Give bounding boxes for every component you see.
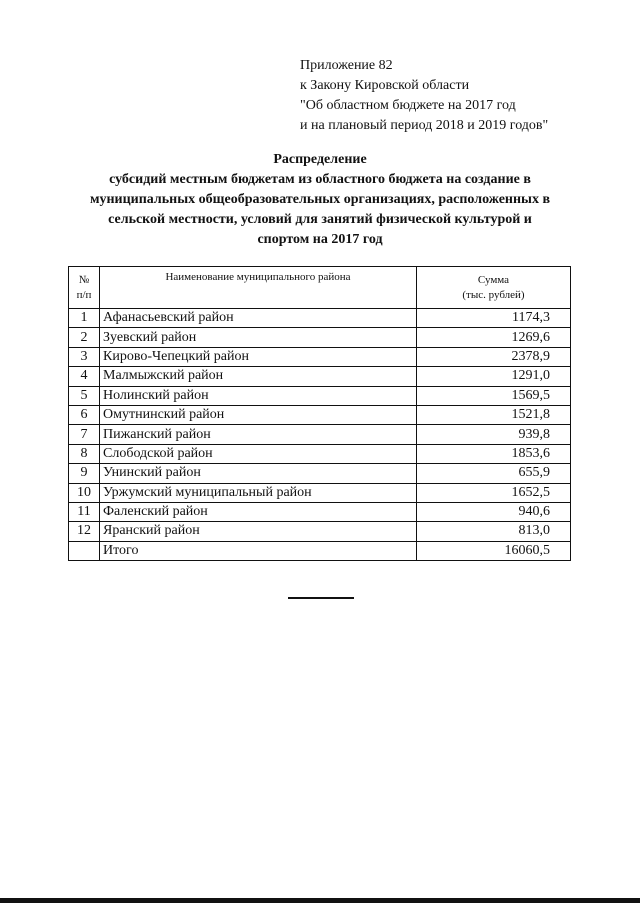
total-sum: 16060,5 (417, 541, 571, 560)
appendix-line: Приложение 82 (300, 58, 393, 73)
table-row (69, 386, 571, 405)
row-number: 9 (69, 464, 100, 483)
row-sum: 939,8 (417, 425, 571, 444)
row-name: Афанасьевский район (100, 309, 417, 328)
appendix-line: и на плановый период 2018 и 2019 годов" (300, 118, 549, 133)
row-number: 4 (69, 367, 100, 386)
table-row (69, 405, 571, 424)
table-row (69, 347, 571, 366)
table-row (69, 328, 571, 347)
title-line: муниципальных общеобразовательных организациях, расположенных в (89, 192, 551, 207)
table-row (69, 444, 571, 463)
row-sum: 655,9 (417, 464, 571, 483)
row-name: Уржумский муниципальный район (100, 483, 417, 502)
row-sum: 1521,8 (417, 405, 571, 424)
total-number-cell (69, 541, 100, 560)
row-sum: 1569,5 (417, 386, 571, 405)
title-line: сельской местности, условий для занятий физической культурой и (108, 212, 532, 227)
row-name: Кирово-Чепецкий район (100, 347, 417, 366)
table-row (69, 483, 571, 502)
subsidy-table (68, 266, 571, 561)
end-divider (288, 597, 354, 599)
row-name: Яранский район (100, 522, 417, 541)
scan-bottom-edge (0, 898, 640, 903)
table-row (69, 522, 571, 541)
header-sum-line2: (тыс. рублей) (462, 288, 525, 301)
table-row (69, 309, 571, 328)
row-sum: 813,0 (417, 522, 571, 541)
column-header-name: Наименование муниципального района (100, 267, 417, 309)
title-line: субсидий местным бюджетам из областного бюджета на создание в (109, 172, 531, 187)
appendix-line: "Об областном бюджете на 2017 год (300, 98, 516, 113)
header-number-line2: п/п (76, 288, 92, 301)
row-number: 5 (69, 386, 100, 405)
row-number: 11 (69, 502, 100, 521)
row-sum: 1853,6 (417, 444, 571, 463)
total-label: Итого (100, 541, 417, 560)
title-line: спортом на 2017 год (257, 232, 383, 247)
row-name: Малмыжский район (100, 367, 417, 386)
row-number: 3 (69, 347, 100, 366)
row-number: 10 (69, 483, 100, 502)
table-row (69, 502, 571, 521)
table-row (69, 367, 571, 386)
header-number-line1: № (78, 273, 90, 286)
column-header-number (69, 267, 100, 309)
row-sum: 1291,0 (417, 367, 571, 386)
row-sum: 1174,3 (417, 309, 571, 328)
table-row (69, 425, 571, 444)
table-header-row (69, 267, 571, 309)
row-sum: 940,6 (417, 502, 571, 521)
row-name: Слободской район (100, 444, 417, 463)
row-number: 2 (69, 328, 100, 347)
row-sum: 2378,9 (417, 347, 571, 366)
row-name: Омутнинский район (100, 405, 417, 424)
row-sum: 1652,5 (417, 483, 571, 502)
row-number: 7 (69, 425, 100, 444)
document-title (40, 150, 600, 250)
appendix-header (300, 56, 548, 136)
total-row (69, 541, 571, 560)
row-number: 1 (69, 309, 100, 328)
appendix-line: к Закону Кировской области (300, 78, 470, 93)
row-name: Унинский район (100, 464, 417, 483)
row-name: Пижанский район (100, 425, 417, 444)
row-name: Зуевский район (100, 328, 417, 347)
title-line: Распределение (273, 152, 367, 167)
row-name: Нолинский район (100, 386, 417, 405)
header-sum-line1: Сумма (477, 273, 510, 286)
row-name: Фаленский район (100, 502, 417, 521)
table-row (69, 464, 571, 483)
column-header-sum (417, 267, 571, 309)
row-number: 12 (69, 522, 100, 541)
row-number: 8 (69, 444, 100, 463)
row-number: 6 (69, 405, 100, 424)
row-sum: 1269,6 (417, 328, 571, 347)
